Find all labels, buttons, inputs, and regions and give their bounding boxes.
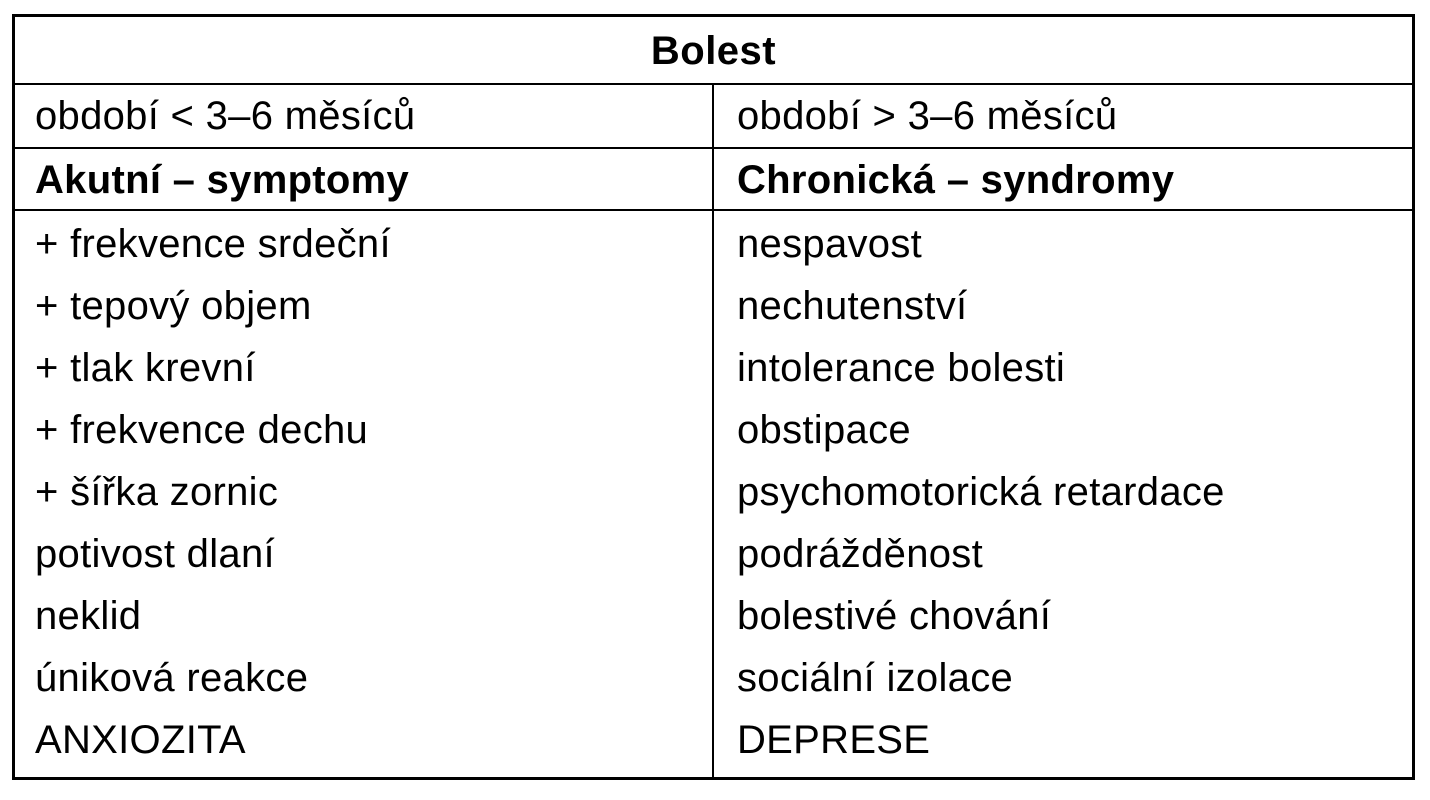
- list-item: + frekvence dechu: [35, 408, 369, 452]
- list-item: nespavost: [737, 222, 923, 266]
- pain-table: [12, 14, 1415, 780]
- heading-acute: Akutní – symptomy: [35, 158, 410, 202]
- list-item: bolestivé chování: [737, 594, 1052, 638]
- chronic-syndromes-list: [737, 213, 1225, 771]
- list-item: obstipace: [737, 408, 911, 452]
- heading-chronic: Chronická – syndromy: [737, 158, 1175, 202]
- list-item: potivost dlaní: [35, 532, 275, 576]
- list-item: DEPRESE: [737, 718, 931, 762]
- column-divider: [712, 85, 714, 777]
- list-item: + frekvence srdeční: [35, 222, 391, 266]
- period-left: období < 3–6 měsíců: [35, 94, 416, 138]
- list-item: psychomotorická retardace: [737, 470, 1225, 514]
- list-item: podrážděnost: [737, 532, 984, 576]
- list-item: + tlak krevní: [35, 346, 256, 390]
- list-item: neklid: [35, 594, 142, 638]
- acute-symptoms-list: [35, 213, 391, 771]
- list-item: + tepový objem: [35, 284, 312, 328]
- divider-heading: [15, 209, 1412, 211]
- period-right: období > 3–6 měsíců: [737, 94, 1118, 138]
- list-item: úniková reakce: [35, 656, 309, 700]
- list-item: nechutenství: [737, 284, 968, 328]
- table-title: Bolest: [650, 28, 777, 73]
- list-item: intolerance bolesti: [737, 346, 1066, 390]
- list-item: sociální izolace: [737, 656, 1014, 700]
- list-item: ANXIOZITA: [35, 718, 246, 762]
- list-item: + šířka zornic: [35, 470, 279, 514]
